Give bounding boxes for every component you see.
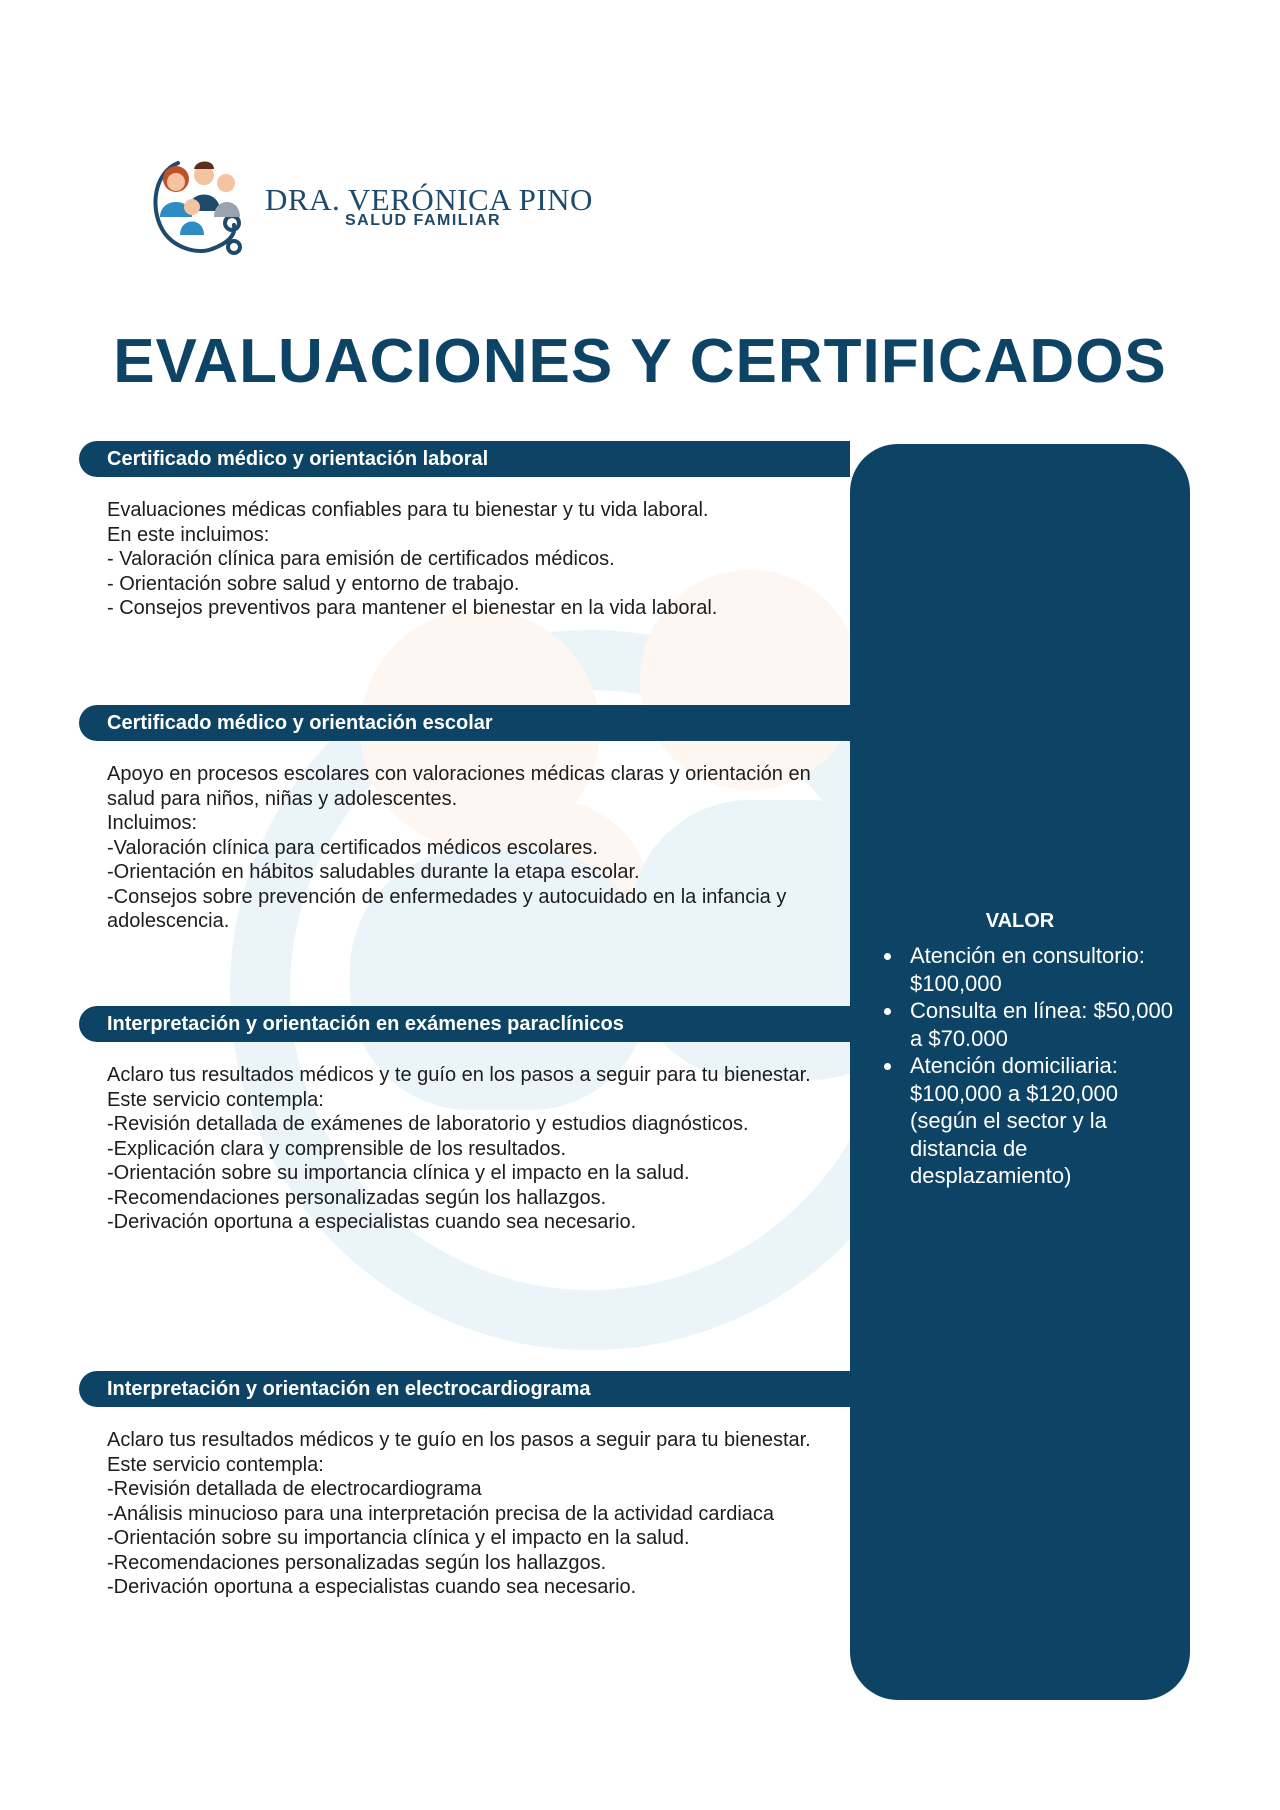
section-heading-paraclinicos: Interpretación y orientación en exámenes paraclínicos bbox=[79, 1006, 850, 1042]
price-list bbox=[880, 942, 1180, 1190]
section-heading-escolar: Certificado médico y orientación escolar bbox=[79, 705, 850, 741]
section-text-paraclinicos: Aclaro tus resultados médicos y te guío en los pasos a seguir para tu bienestar. Este servicio contempla: -Revisión detallada de exámenes de laboratorio y estudios diagnósticos. -Explicación clara y comprensible de los resultados. -Orientación sobre su importancia clínica y el impacto en la salud. -Recomendaciones personalizadas según los hallazgos. -Derivación oportuna a especialistas cuando sea necesario. bbox=[107, 1064, 811, 1233]
section-text-laboral: Evaluaciones médicas confiables para tu bienestar y tu vida laboral. En este incluimos: - Valoración clínica para emisión de certificados médicos. - Orientación sobre salud y entorno de trabajo. - Consejos preventivos para mantener el bienestar en la vida laboral. bbox=[107, 499, 718, 619]
price-item-consultorio: Atención en consultorio: $100,000 bbox=[880, 942, 1180, 997]
price-item-en-linea: Consulta en línea: $50,000 a $70.000 bbox=[880, 997, 1180, 1052]
section-heading-electrocardiograma: Interpretación y orientación en electrocardiograma bbox=[79, 1371, 850, 1407]
price-title: VALOR bbox=[985, 910, 1055, 932]
brand-name: DRA. VERÓNICA PINO bbox=[265, 182, 593, 217]
brand-subtitle: SALUD FAMILIAR bbox=[345, 212, 502, 229]
page-title: EVALUACIONES Y CERTIFICADOS bbox=[113, 327, 1167, 396]
price-item-domiciliaria: Atención domiciliaria: $100,000 a $120,000 (según el sector y la distancia de desplazamiento) bbox=[880, 1052, 1180, 1190]
section-text-escolar: Apoyo en procesos escolares con valoraciones médicas claras y orientación en salud para niños, niñas y adolescentes. Incluimos: -Valoración clínica para certificados médicos escolares. -Orientación en hábitos saludables durante la etapa escolar. -Consejos sobre prevención de enfermedades y autocuidado en la infancia y adolescencia. bbox=[107, 763, 811, 932]
section-text-electrocardiograma: Aclaro tus resultados médicos y te guío en los pasos a seguir para tu bienestar. Este servicio contempla: -Revisión detallada de electrocardiograma -Análisis minucioso para una interpretación precisa de la actividad cardiaca -Orientación sobre su importancia clínica y el impacto en la salud. -Recomendaciones personalizadas según los hallazgos. -Derivación oportuna a especialistas cuando sea necesario. bbox=[107, 1429, 811, 1598]
family-doctor-logo bbox=[148, 155, 254, 261]
section-heading-laboral: Certificado médico y orientación laboral bbox=[79, 441, 850, 477]
